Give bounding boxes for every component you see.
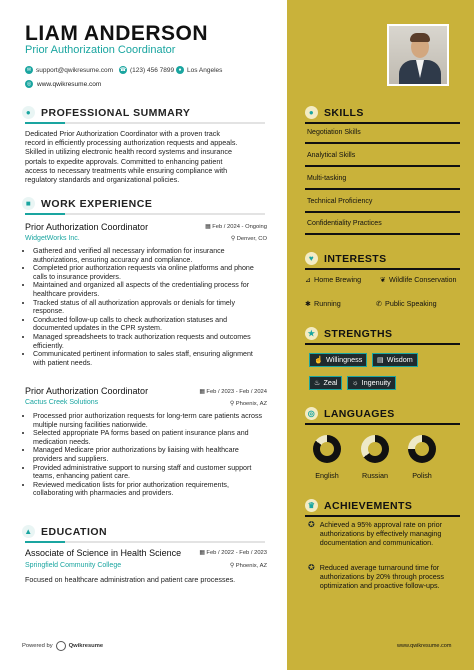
award-icon: ✪ — [308, 563, 315, 572]
flame-icon: ♨ — [314, 378, 321, 387]
skill-label: Multi-tasking — [307, 175, 347, 182]
summary-heading-text: PROFESSIONAL SUMMARY — [41, 106, 191, 119]
job-2-title: Prior Authorization Coordinator — [25, 386, 149, 396]
education-heading-text: EDUCATION — [41, 525, 108, 538]
strengths-underline — [305, 343, 460, 345]
experience-heading — [22, 197, 152, 210]
strength-tag: ▤ Wisdom — [372, 353, 418, 367]
achievement-item: ✪ Reduced average turnaround time for authorizations by 20% through process optimization and proactive follow-ups. — [308, 563, 444, 590]
achievements-heading — [305, 499, 412, 512]
job-1-title: Prior Authorization Coordinator — [25, 222, 149, 232]
lightbulb-icon: ☼ — [352, 378, 359, 387]
education-location: ⚲ Phoenix, AZ — [229, 563, 267, 569]
contact-email[interactable] — [25, 66, 113, 74]
skill-label: Analytical Skills — [307, 152, 356, 159]
language-label: Polish — [412, 471, 432, 480]
education-focus: Focused on healthcare administration and patient care processes. — [25, 575, 236, 584]
contact-phone — [119, 66, 174, 74]
interests-heading-text: INTERESTS — [324, 252, 387, 265]
job-2-dates: ▦ Feb / 2023 - Feb / 2024 — [199, 389, 267, 395]
strength-tag: ☝ Willingness — [309, 353, 367, 367]
lightbulb-icon: ● — [305, 106, 318, 119]
experience-underline-rest — [65, 213, 265, 215]
trophy-icon: ♛ — [305, 499, 318, 512]
interest-item: ✆ Public Speaking — [376, 299, 437, 308]
candidate-role: Prior Authorization Coordinator — [25, 44, 176, 56]
summary-text: Dedicated Prior Authorization Coordinator with a proven track record in efficiently processing authorization requests and appeals. Skilled in utilizing electronic health record systems and insurance portals to expedite approvals. Committed to enhancing patient access to necessary treatments while ensuring compliance with regulatory standards and organizational policies. — [25, 129, 238, 185]
list-item: • Conducted follow-up calls to check authorization statuses and documented updates in the CPR system. — [33, 316, 265, 333]
strengths-heading — [305, 327, 392, 340]
education-degree: Associate of Science in Health Science — [25, 548, 182, 558]
contact-location — [176, 66, 222, 74]
star-icon: ★ — [305, 327, 318, 340]
skills-underline — [305, 122, 460, 124]
languages-heading-text: LANGUAGES — [324, 407, 395, 420]
interests-underline — [305, 268, 460, 270]
interest-item: ✱ Running — [305, 299, 341, 308]
location-text: Los Angeles — [187, 66, 223, 74]
job-1-location: ⚲ Denver, CO — [230, 236, 267, 242]
skill-bar — [305, 142, 460, 144]
award-icon: ✪ — [308, 520, 315, 529]
book-icon: ▤ — [377, 355, 384, 364]
user-icon: ● — [22, 106, 35, 119]
graduation-cap-icon: ▲ — [22, 525, 35, 538]
candidate-name: LIAM ANDERSON — [25, 22, 209, 45]
list-item: • Processed prior authorization requests for long-term care patients across multiple nursing facilities nationwide. — [33, 412, 265, 429]
skill-bar — [305, 233, 460, 235]
languages-underline — [305, 423, 460, 425]
job-1-bullets — [25, 247, 265, 367]
job-1-dates: ▦ Feb / 2024 - Ongoing — [205, 224, 267, 230]
location-icon: ● — [176, 66, 184, 74]
interests-heading — [305, 252, 387, 265]
skill-bar — [305, 211, 460, 213]
globe-icon: ◎ — [305, 407, 318, 420]
language-level-ring — [408, 435, 436, 463]
experience-underline — [25, 213, 65, 215]
job-2-company: Cactus Creek Solutions — [25, 399, 99, 406]
experience-heading-text: WORK EXPERIENCE — [41, 197, 153, 210]
list-item: • Managed Medicare prior authorizations by liaising with healthcare providers and suppliers. — [33, 446, 265, 463]
thumbs-up-icon: ☝ — [314, 355, 323, 364]
beer-icon: ⊿ — [305, 275, 312, 284]
briefcase-icon: ■ — [22, 197, 35, 210]
phone-text: (123) 456 7899 — [130, 66, 175, 74]
list-item: • Selected appropriate PA forms based on patient insurance plans and medication needs. — [33, 429, 265, 446]
microphone-icon: ✆ — [376, 299, 383, 308]
job-1-company: WidgetWorks Inc. — [25, 235, 80, 242]
list-item: • Reviewed medication lists for prior authorization requirements, collaborating with pharmacies and providers. — [33, 481, 265, 498]
list-item: • Completed prior authorization requests via online platforms and phone calls to insurance providers. — [33, 264, 265, 281]
qwikresume-logo-icon — [56, 641, 66, 651]
email-text: support@qwikresume.com — [36, 66, 114, 74]
skill-label: Confidentiality Practices — [307, 220, 382, 227]
job-2-bullets — [25, 412, 265, 498]
strength-tag: ☼ Ingenuity — [347, 376, 396, 390]
skill-label: Negotiation Skills — [307, 129, 361, 136]
job-2-location: ⚲ Phoenix, AZ — [229, 401, 267, 407]
education-heading — [22, 525, 107, 538]
phone-icon: ☎ — [119, 67, 127, 73]
footer-powered-by: Powered by Qwikresume — [22, 643, 104, 649]
education-underline — [25, 541, 65, 543]
language-label: English — [315, 471, 339, 480]
heart-icon: ♥ — [305, 252, 318, 265]
summary-underline — [25, 122, 65, 124]
list-item: • Communicated pertinent information to sales staff, ensuring alignment with patient needs. — [33, 350, 265, 367]
globe-icon: ◎ — [26, 81, 32, 87]
summary-underline-rest — [65, 122, 265, 124]
skill-label: Technical Proficiency — [307, 198, 373, 205]
email-icon: ✉ — [26, 67, 32, 73]
education-dates: ▦ Feb / 2022 - Feb / 2023 — [199, 550, 267, 556]
strengths-heading-text: STRENGTHS — [324, 327, 393, 340]
achievements-heading-text: ACHIEVEMENTS — [324, 499, 413, 512]
footer-website[interactable]: www.qwikresume.com — [397, 643, 452, 649]
list-item: • Tracked status of all authorization approvals or denials for timely response. — [33, 299, 265, 316]
education-underline-rest — [65, 541, 265, 543]
profile-photo — [387, 24, 449, 86]
achievement-item: ✪ Achieved a 95% approval rate on prior authorizations by effectively managing documentation and communication. — [308, 520, 442, 547]
contact-website[interactable] — [25, 80, 101, 88]
achievements-underline — [305, 515, 460, 517]
skills-heading — [305, 106, 364, 119]
leaf-icon: ❦ — [380, 275, 387, 284]
languages-heading — [305, 407, 395, 420]
list-item: • Provided administrative support to nursing staff and customer support teams, enhancing patient care. — [33, 464, 265, 481]
paw-icon: ✱ — [305, 299, 312, 308]
skill-bar — [305, 165, 460, 167]
language-label: Russian — [362, 471, 388, 480]
strength-tag: ♨ Zeal — [309, 376, 342, 390]
skills-heading-text: SKILLS — [324, 106, 364, 119]
language-level-ring — [313, 435, 341, 463]
skill-bar — [305, 188, 460, 190]
list-item: • Managed spreadsheets to track authorization requests and outcomes efficiently. — [33, 333, 265, 350]
interest-item: ⊿ Home Brewing — [305, 275, 362, 284]
summary-heading — [22, 106, 190, 119]
language-level-ring — [361, 435, 389, 463]
list-item: • Maintained and organized all aspects of the credentialing process for healthcare providers. — [33, 281, 265, 298]
education-school: Springfield Community College — [25, 562, 122, 569]
website-text: www.qwikresume.com — [37, 80, 102, 88]
list-item: • Gathered and verified all necessary information for insurance authorizations, ensuring accuracy and compliance. — [33, 247, 265, 264]
interest-item: ❦ Wildlife Conservation — [380, 275, 457, 284]
